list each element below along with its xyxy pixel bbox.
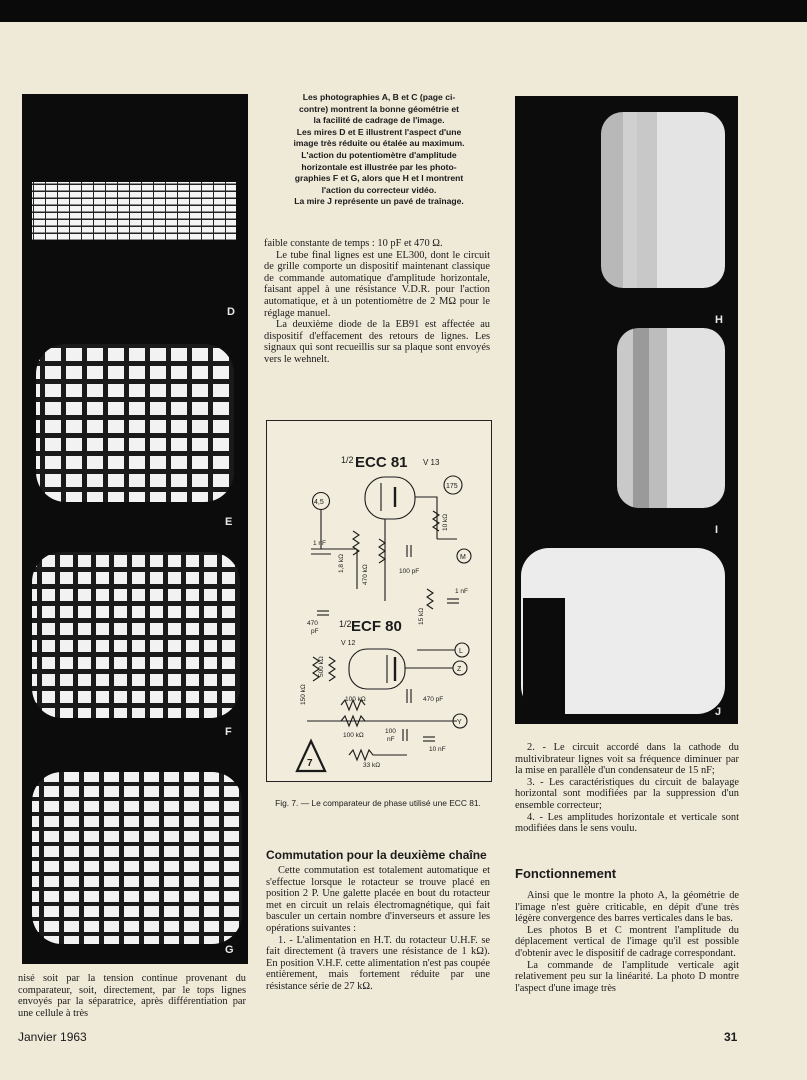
node-l: L: [459, 648, 463, 655]
cap-470pf-c: 470 pF: [423, 696, 444, 703]
photo-f-pattern: [32, 552, 240, 718]
footer-date: Janvier 1963: [18, 1030, 87, 1044]
photo-d-pattern: [32, 182, 236, 240]
res-470k: 470 kΩ: [362, 564, 369, 585]
photo-h-pattern: [601, 112, 725, 288]
res-500k: 500 kΩ: [318, 656, 325, 677]
photos-caption: Les photographies A, B et C (page ci- contre) montrent la bonne géométrie et la facilité de cadrage de l'image. Les mires D et E illustrent l'aspect d'une image très réduite ou étalée au maximum. L'action du potentiomètre d'amplitude horizontale est illustrée par les photo- graphies F et G, alors que H et I montrent l'action du correcteur vidéo. La mire J représente un pavé de traînage.: [293, 92, 465, 207]
commutation-text: Cette commutation est totalement automatique et s'effectue lorsque le rotacteur se trouve placé en position 2 P. Une galette placée en bout du rotacteur met en circuit un relais électromagnétique, qui fait basculer un certain nombre d'inverseurs et assure les opérations suivantes : 1. - L'alimentation en H.T. du rotacteur U.H.F. se fait directement (à travers une résistance de 1 kΩ). En position V.H.F. cette alimentation n'est pas coupée entièrement, mais fortement réduite par une résistance série de 27 kΩ.: [266, 865, 490, 992]
photo-label-e: E: [225, 516, 233, 528]
photo-column-left: [22, 94, 248, 964]
node-y: Y: [457, 719, 462, 726]
column-3-text: 2. - Le circuit accordé dans la cathode du multivibrateur lignes voit sa fréquence diminuer par la mise en parallèle d'un condensateur de 15 nF; 3. - Les caractéristiques du circuit de balayage horizontal sont modifiées par la suppression d'un ensemble correcteur; 4. - Les amplitudes horizontale et verticale sont modifiées dans le sens voulu.: [515, 742, 739, 835]
node-45: 4,5: [314, 499, 324, 506]
test-pattern-photos-d-g: [22, 94, 248, 964]
res-10k: 10 kΩ: [442, 513, 449, 531]
tube1-ref: V 13: [423, 458, 440, 467]
tube2-ref: V 12: [341, 640, 356, 647]
footer-page-number: 31: [724, 1030, 738, 1044]
video-corrector-photos-h-j: [515, 96, 738, 724]
column-1-bottom-text: nisé soit par la tension continue provenant du comparateur, soit, directement, par le tops lignes envoyés par la séparatrice, après différentiation par une cellule à très: [18, 973, 246, 1019]
tube2-label: ECF 80: [351, 618, 402, 635]
phase-comparator-circuit: [267, 421, 491, 781]
cap-10nf: 10 nF: [429, 746, 446, 753]
heading-fonctionnement: Fonctionnement: [515, 866, 617, 881]
res-100k-a: 100 kΩ: [345, 696, 366, 703]
photo-label-h: H: [715, 314, 723, 326]
photo-label-i: I: [715, 524, 719, 536]
cap-100nf-a: 100: [385, 728, 396, 735]
cap-470pf-a: 470: [307, 620, 318, 627]
photo-label-d: D: [227, 306, 235, 318]
figure-7-schematic: [266, 420, 492, 782]
tube1-label: ECC 81: [355, 454, 408, 471]
photo-label-f: F: [225, 726, 232, 738]
publisher-triangle-logo: [297, 741, 325, 771]
res-33k: 33 kΩ: [363, 762, 381, 769]
res-18k: 1,8 kΩ: [338, 554, 345, 573]
cap-100nf-b: nF: [387, 736, 395, 743]
photo-i-pattern: [617, 328, 725, 508]
tube2-half: 1/2: [339, 619, 352, 629]
node-m: M: [460, 554, 466, 561]
photo-label-j: J: [715, 706, 722, 718]
heading-commutation: Commutation pour la deuxième chaîne: [266, 848, 487, 862]
cap-1nf-a: 1 nF: [313, 540, 327, 547]
fonctionnement-text: Ainsi que le montre la photo A, la géométrie de l'image n'est guère criticable, en dépit d'une très légère convergence des barres verticales dans le bas. Les photos B et C montrent l'amplitude du déplacement vertical de l'image qu'il est possible d'obtenir avec le dispositif de cadrage correspondant. La commande de l'amplitude verticale agit relativement peu sur la linéarité. La photo D montre l'aspect d'une image très: [515, 890, 739, 994]
node-175: 175: [446, 483, 458, 490]
figure-7-caption: Fig. 7. — Le comparateur de phase utilisé une ECC 81.: [275, 798, 481, 808]
cap-470pf-b: pF: [311, 628, 319, 635]
photo-j-black-block: [523, 598, 565, 714]
photo-label-g: G: [225, 944, 234, 956]
res-150k: 150 kΩ: [300, 684, 307, 705]
node-z: Z: [457, 666, 462, 673]
cap-100pf: 100 pF: [399, 568, 420, 575]
photo-g-pattern: [32, 772, 242, 944]
magazine-page: [0, 22, 807, 1080]
res-15k: 15 kΩ: [418, 607, 425, 625]
svg-text:7: 7: [307, 758, 313, 769]
photo-column-right: [515, 96, 738, 724]
tube1-half: 1/2: [341, 455, 354, 465]
column-2-text: faible constante de temps : 10 pF et 470 Ω. Le tube final lignes est une EL300, dont le circuit de grille comporte un dispositif maintenant classique de commande automatique d'amplitude horizontale, faisant appel à une résistance V.D.R. pour l'action automatique, et à un potentiomètre de 2 MΩ pour le réglage manuel. La deuxième diode de la EB91 est affectée au dispositif d'effacement des retours de lignes. Les signaux qui sont recueillis sur sa plaque sont envoyés vers le wehnelt.: [264, 238, 490, 365]
res-100k-b: 100 kΩ: [343, 732, 364, 739]
cap-1nf-b: 1 nF: [455, 588, 469, 595]
photo-e-pattern: [36, 344, 234, 502]
